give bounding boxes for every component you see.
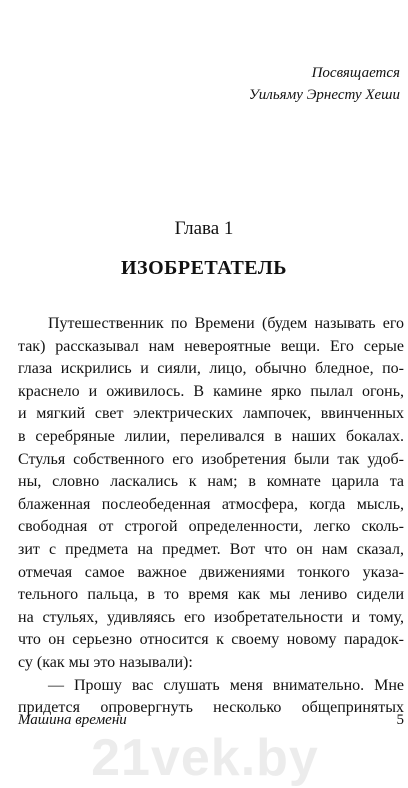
chapter-title: ИЗОБРЕТАТЕЛЬ xyxy=(120,257,288,279)
text-line: глаза искрились и сияли, лицо, обычно бледное, по- xyxy=(18,360,404,378)
text-line: — Прошу вас слушать меня внимательно. Мне xyxy=(48,676,404,694)
text-line: краснело и оживилось. В камине ярко пылал огонь, xyxy=(18,382,404,400)
text-line: свободная от строгой определенности, легко сколь- xyxy=(18,518,404,536)
text-line: на стульях, удивляясь его изобретательности и тому, xyxy=(18,608,404,626)
watermark: 21vek.by xyxy=(91,729,319,787)
chapter-number: Глава 1 xyxy=(174,218,234,239)
text-line: тельного пальца, в то время как мы лениво сидели xyxy=(18,586,404,604)
dedication xyxy=(249,62,400,106)
dedication-line-2: Уильяму Эрнесту Хеши xyxy=(248,87,400,103)
text-line: придется опровергнуть несколько общепринятых xyxy=(18,699,404,717)
text-line: су (как мы это называли): xyxy=(18,653,193,671)
text-line: Стулья собственного его изобретения были так удоб- xyxy=(18,450,404,468)
text-line: ны, словно ласкались к нам; в комнате царила та xyxy=(18,473,404,491)
page-number: 5 xyxy=(396,712,404,728)
footer-book-title: Машина времени xyxy=(18,712,127,728)
text-line: отмечая самое важное движениями тонкого указа- xyxy=(18,563,404,581)
text-line: в серебряные лилии, переливался в наших бокалах. xyxy=(18,427,404,445)
body-text xyxy=(18,313,404,720)
text-line: блаженная послеобеденная атмосфера, когда мысль, xyxy=(18,495,404,513)
text-line: и мягкий свет электрических лампочек, ввинченных xyxy=(18,405,404,423)
dedication-line-1: Посвящается xyxy=(311,65,400,81)
text-line: что он серьезно относится к своему новому парадок- xyxy=(18,631,404,649)
text-line: зит с предмета на предмет. Вот что он нам сказал, xyxy=(18,540,404,558)
text-line: так) рассказывал нам невероятные вещи. Его серые xyxy=(18,337,404,355)
text-line: Путешественник по Времени (будем называть его xyxy=(48,315,404,332)
